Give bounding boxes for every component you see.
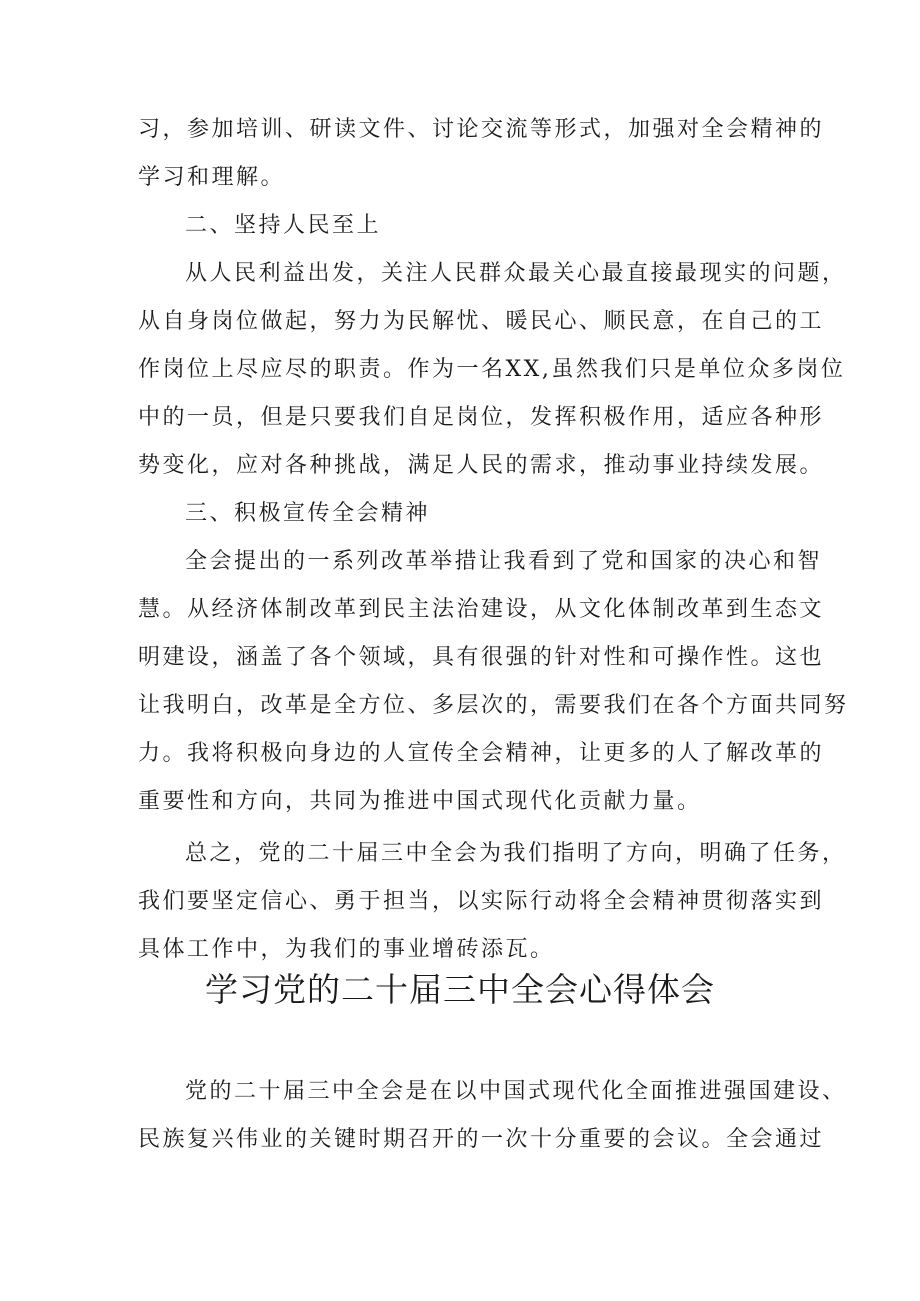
body-line: 总之，党的二十届三中全会为我们指明了方向，明确了任务， (185, 841, 847, 866)
section-heading: 二、坚持人民至上 (185, 213, 382, 238)
body-line: 作岗位上尽应尽的职责。作为一名XX,虽然我们只是单位众多岗位 (138, 357, 846, 382)
body-line: 势变化，应对各种挑战，满足人民的需求，推动事业持续发展。 (138, 453, 825, 478)
body-line: 我们要坚定信心、勇于担当，以实际行动将全会精神贯彻落实到 (138, 889, 825, 914)
body-line: 重要性和方向，共同为推进中国式现代化贡献力量。 (138, 789, 702, 814)
body-line: 力。我将积极向身边的人宣传全会精神，让更多的人了解改革的 (138, 741, 825, 766)
body-line: 全会提出的一系列改革举措让我看到了党和国家的决心和智 (185, 549, 823, 574)
body-line: 明建设，涵盖了各个领域，具有很强的针对性和可操作性。这也 (138, 645, 825, 670)
body-line: 具体工作中，为我们的事业增砖添瓦。 (138, 937, 555, 962)
body-line: 让我明白，改革是全方位、多层次的，需要我们在各个方面共同努 (138, 693, 849, 718)
body-line: 中的一员，但是只要我们自足岗位，发挥积极作用，适应各种形 (138, 405, 825, 430)
body-line: 慧。从经济体制改革到民主法治建设，从文化体制改革到生态文 (138, 597, 825, 622)
body-line: 学习和理解。 (138, 165, 286, 190)
body-line: 从自身岗位做起，努力为民解忧、暖民心、顺民意，在自己的工 (138, 309, 825, 334)
intro-line: 党的二十届三中全会是在以中国式现代化全面推进强国建设、 (185, 1079, 847, 1104)
intro-line: 民族复兴伟业的关键时期召开的一次十分重要的会议。全会通过 (138, 1127, 825, 1152)
page-title: 学习党的二十届三中全会心得体会 (205, 970, 715, 1009)
body-line: 习，参加培训、研读文件、讨论交流等形式，加强对全会精神的 (138, 117, 825, 142)
section-heading: 三、积极宣传全会精神 (185, 501, 431, 526)
body-line: 从人民利益出发，关注人民群众最关心最直接最现实的问题， (185, 261, 847, 286)
